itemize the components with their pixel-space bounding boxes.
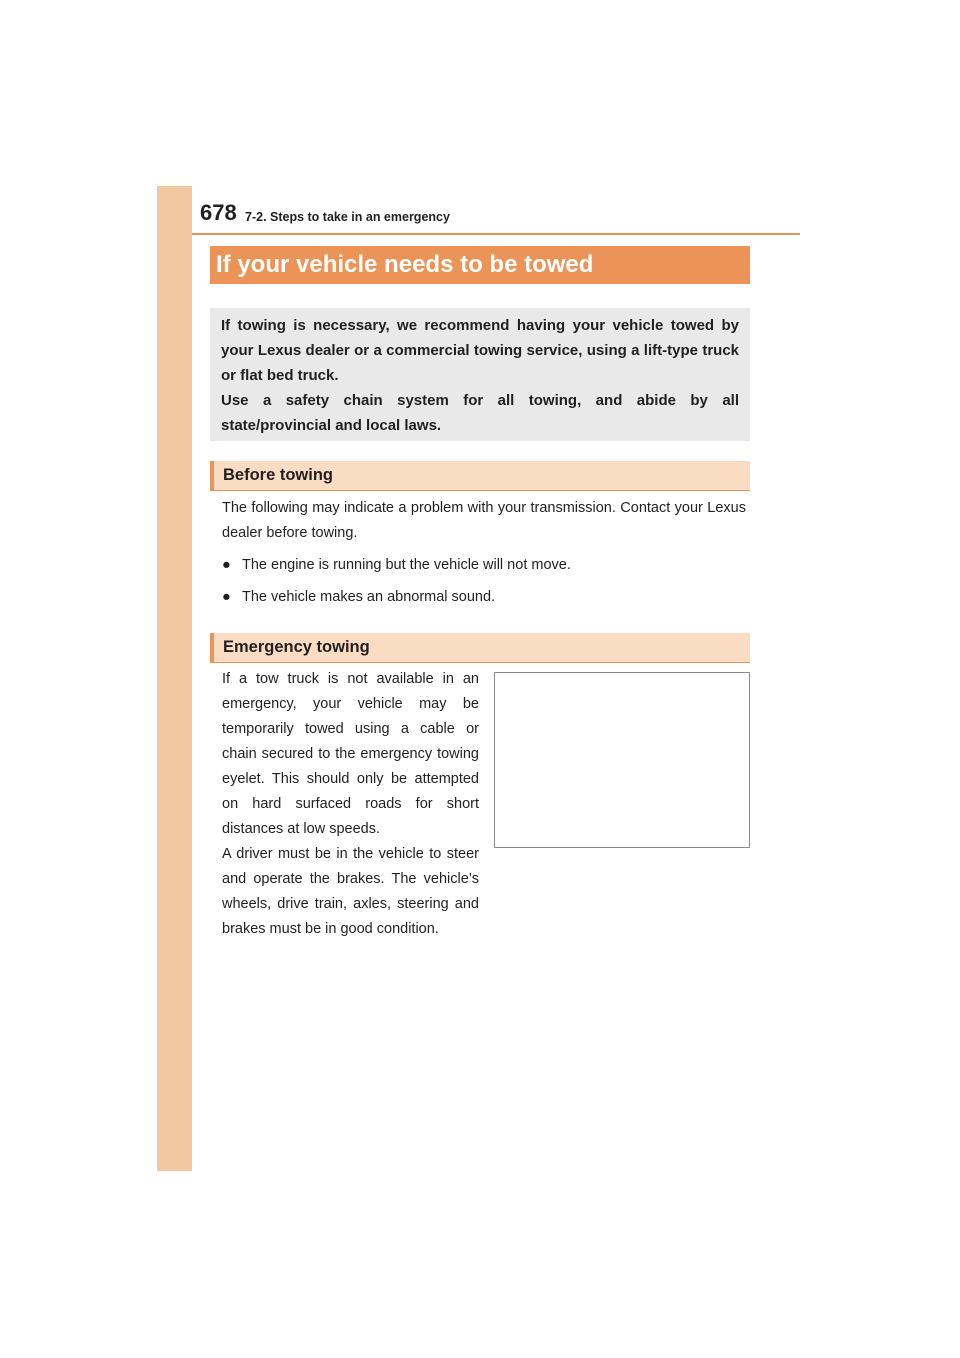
heading-accent — [210, 461, 214, 490]
emergency-towing-text — [222, 667, 479, 942]
page-title-bar — [210, 246, 750, 284]
bullet-text-2: The vehicle makes an abnormal sound. — [242, 589, 496, 605]
before-towing-heading — [210, 461, 750, 491]
emergency-towing-heading-label: Emergency towing — [223, 638, 370, 656]
emergency-towing-paragraph-1: If a tow truck is not available in an emergency, your vehicle may be temporarily towed using a cable or chain secured to the emergency towing eyelet. This should only be attempted on hard surfaced roads for short distances at low speeds. — [222, 671, 479, 837]
emergency-towing-paragraph-2: A driver must be in the vehicle to steer and operate the brakes. The vehicle’s wheels, drive train, axles, steering and brakes must be in good condition. — [222, 846, 479, 937]
bullet-icon: ● — [222, 589, 231, 605]
intro-paragraph-1: If towing is necessary, we recommend having your vehicle towed by your Lexus dealer or a commercial towing service, using a lift-type truck or flat bed truck. — [221, 317, 739, 384]
intro-box — [210, 308, 750, 441]
towing-eyelet-illustration — [494, 672, 750, 848]
intro-paragraph-2: Use a safety chain system for all towing, and abide by all state/provincial and local laws. — [221, 392, 739, 434]
bullet-item-1 — [222, 555, 571, 575]
emergency-towing-heading — [210, 633, 750, 663]
bullet-icon: ● — [222, 557, 231, 573]
page-number: 678 — [200, 200, 237, 225]
before-towing-text — [222, 496, 746, 546]
heading-accent — [210, 633, 214, 662]
bullet-item-2 — [222, 587, 495, 607]
side-tab-band — [157, 186, 192, 1171]
before-towing-paragraph: The following may indicate a problem with your transmission. Contact your Lexus dealer before towing. — [222, 500, 746, 541]
header-divider — [192, 233, 800, 235]
before-towing-heading-label: Before towing — [223, 466, 333, 484]
bullet-text-1: The engine is running but the vehicle will not move. — [242, 557, 571, 573]
page-title: If your vehicle needs to be towed — [216, 251, 594, 278]
section-label: 7-2. Steps to take in an emergency — [245, 210, 450, 224]
